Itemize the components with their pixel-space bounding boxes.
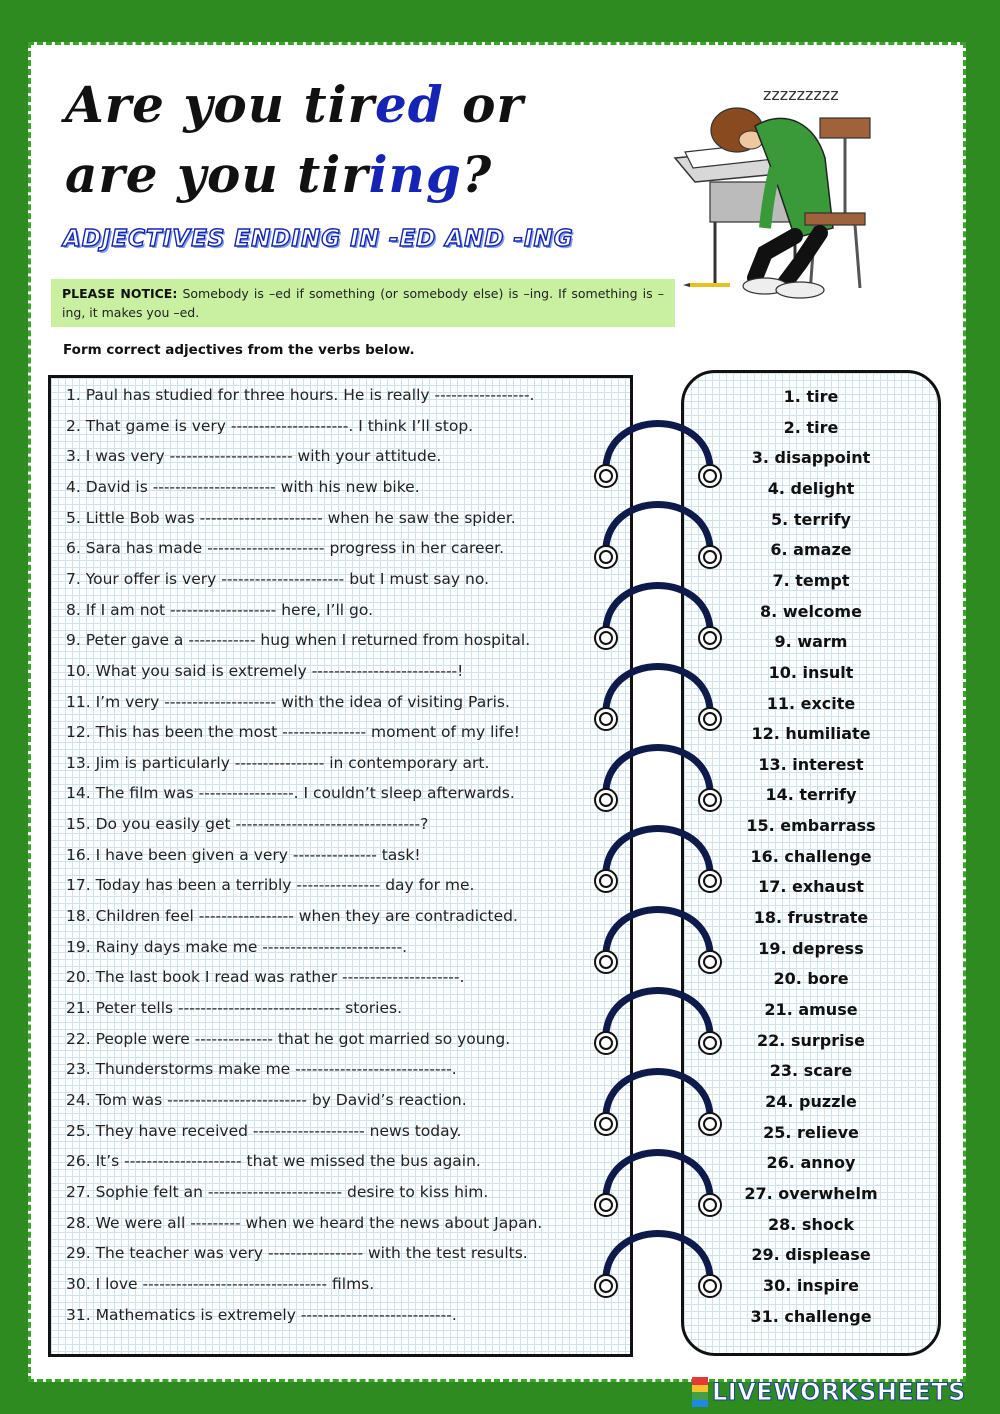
- verb-item: 21. amuse: [764, 1000, 858, 1019]
- notice-box: [51, 279, 675, 327]
- verb-item: 25. relieve: [763, 1122, 859, 1142]
- sentence-item: 2. That game is very ---------------------. I think I’ll stop.: [66, 416, 474, 435]
- title-text: are you tir: [65, 145, 369, 204]
- sentence-item: 10. What you said is extremely --------------------------!: [66, 661, 464, 680]
- verb-item: 20. bore: [773, 969, 849, 989]
- liveworksheets-icon: [692, 1377, 708, 1407]
- sentence-item: 26. It’s --------------------- that we missed the bus again.: [66, 1152, 481, 1171]
- verb-item: 5. terrify: [771, 509, 851, 529]
- verb-item: 27. overwhelm: [744, 1183, 878, 1203]
- verb-item: 4. delight: [767, 478, 855, 498]
- verb-item: 7. tempt: [772, 570, 850, 590]
- verb-item: 2. tire: [783, 417, 839, 437]
- verb-item: 15. embarrass: [746, 816, 876, 836]
- sentence-item: 7. Your offer is very ---------------------- but I must say no.: [66, 569, 489, 588]
- sentence-item: 6. Sara has made --------------------- progress in her career.: [66, 539, 505, 558]
- sentence-item: 4. David is ---------------------- with his new bike.: [66, 477, 420, 496]
- sentence-item: 30. I love --------------------------------- films.: [66, 1274, 375, 1293]
- liveworksheets-brand: LIVEWORKSHEETS: [712, 1378, 966, 1406]
- sentence-item: 19. Rainy days make me -------------------------.: [66, 937, 408, 956]
- verb-item: 10. insult: [768, 662, 854, 682]
- verb-item: 18. frustrate: [753, 908, 869, 928]
- sentence-item: 27. Sophie felt an ------------------------ desire to kiss him.: [66, 1182, 489, 1201]
- title-text: Are you tir: [65, 75, 375, 134]
- verb-item: 29. displease: [751, 1245, 871, 1265]
- sentence-item: 22. People were -------------- that he got married so young.: [66, 1029, 511, 1048]
- title-highlight-ed: ed: [374, 75, 444, 134]
- verb-item: 12. humiliate: [751, 724, 871, 744]
- sentence-item: 9. Peter gave a ------------ hug when I returned from hospital.: [66, 631, 531, 650]
- snore-text: zzzzzzzzz: [763, 85, 839, 104]
- sentence-item: 11. I’m very -------------------- with the idea of visiting Paris.: [66, 692, 510, 711]
- sentence-item: 17. Today has been a terribly --------------- day for me.: [66, 876, 475, 895]
- verb-item: 11. excite: [766, 693, 856, 713]
- verb-item: 6. amaze: [770, 540, 852, 560]
- sentence-item: 24. Tom was ------------------------- by David’s reaction.: [66, 1090, 467, 1109]
- worksheet-title: [65, 70, 645, 210]
- verb-item: 19. depress: [758, 938, 864, 958]
- title-text: or: [443, 75, 524, 134]
- notice-text: Somebody is –ed if something (or somebody else) is –ing. If something is –ing, it makes you –ed.: [62, 286, 664, 320]
- sentence-item: 31. Mathematics is extremely ---------------------------.: [66, 1305, 457, 1324]
- sentence-item: 16. I have been given a very --------------- task!: [66, 845, 421, 864]
- sentence-item: 23. Thunderstorms make me ----------------------------.: [66, 1060, 457, 1079]
- verb-item: 3. disappoint: [751, 448, 871, 468]
- sentence-item: 13. Jim is particularly ---------------- in contemporary art.: [66, 753, 490, 772]
- verb-item: 13. interest: [758, 754, 864, 774]
- title-highlight-ing: ing: [368, 145, 462, 204]
- sentence-item: 5. Little Bob was ---------------------- when he saw the spider.: [66, 508, 516, 527]
- sentence-item: 1. Paul has studied for three hours. He is really -----------------.: [66, 386, 535, 404]
- worksheet-subtitle: ADJECTIVES ENDING IN -ED AND -ING: [63, 226, 574, 252]
- instruction-text: Form correct adjectives from the verbs below.: [63, 342, 415, 358]
- verb-item: 9. warm: [774, 632, 848, 652]
- verb-item: 1. tire: [783, 387, 839, 406]
- verb-item: 31. challenge: [750, 1306, 872, 1326]
- sentence-item: 12. This has been the most --------------- moment of my life!: [66, 723, 520, 742]
- sentence-item: 18. Children feel ----------------- when they are contradicted.: [66, 907, 518, 926]
- sentence-item: 15. Do you easily get ---------------------------------?: [66, 815, 429, 834]
- verb-item: 23. scare: [769, 1061, 853, 1081]
- verb-item: 14. terrify: [765, 785, 857, 805]
- verb-item: 22. surprise: [757, 1030, 865, 1050]
- sentence-item: 8. If I am not ------------------- here, I’ll go.: [66, 600, 373, 619]
- sentence-item: 25. They have received -------------------- news today.: [66, 1121, 462, 1140]
- sentence-item: 29. The teacher was very ----------------- with the test results.: [66, 1244, 528, 1263]
- verb-item: 26. annoy: [766, 1153, 856, 1173]
- liveworksheets-logo: [692, 1375, 966, 1409]
- verb-item: 30. inspire: [763, 1275, 859, 1295]
- tired-student-illustration: [655, 78, 910, 308]
- verb-item: 8. welcome: [760, 601, 862, 621]
- verb-item: 28. shock: [768, 1214, 854, 1234]
- sentence-item: 14. The film was -----------------. I couldn’t sleep afterwards.: [66, 784, 515, 803]
- sentence-item: 3. I was very ---------------------- with your attitude.: [66, 447, 442, 466]
- title-text: ?: [461, 145, 493, 204]
- verb-item: 17. exhaust: [758, 877, 864, 897]
- notice-label: PLEASE NOTICE:: [62, 286, 178, 301]
- verb-item: 16. challenge: [750, 846, 872, 866]
- sentence-item: 21. Peter tells ----------------------------- stories.: [66, 999, 403, 1017]
- sentence-item: 20. The last book I read was rather ---------------------.: [66, 968, 465, 987]
- sentence-item: 28. We were all --------- when we heard the news about Japan.: [66, 1213, 543, 1232]
- verb-item: 24. puzzle: [765, 1091, 857, 1111]
